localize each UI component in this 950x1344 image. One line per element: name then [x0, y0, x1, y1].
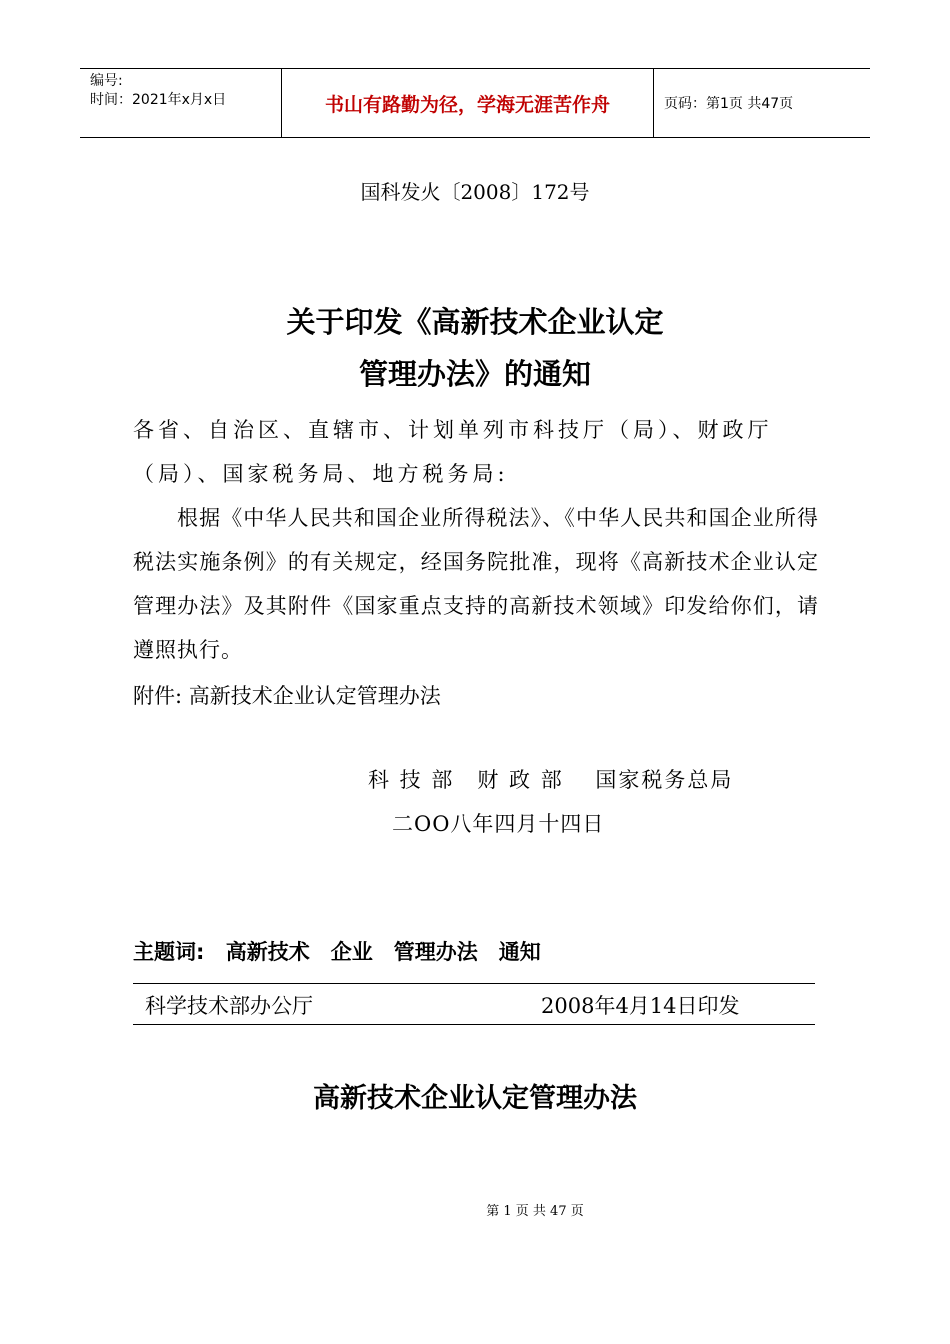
title-line-1: 关于印发《高新技术企业认定: [286, 305, 664, 339]
attachment-line: 附件: 高新技术企业认定管理办法: [133, 684, 441, 708]
header-table: [80, 68, 870, 138]
issuer-date: 2008年4月14日印发: [541, 994, 740, 1018]
section-title: 高新技术企业认定管理办法: [313, 1083, 637, 1114]
header-meta: [80, 69, 281, 137]
addressee: 各省、自治区、直辖市、计划单列市科技厅（局）、财政厅（局）、国家税务局、地方税务局:: [133, 418, 773, 486]
issuer-bar: [133, 983, 815, 1025]
keywords: 主题词: 高新技术 企业 管理办法 通知: [133, 940, 541, 964]
header-number-label: 编号:: [90, 73, 123, 89]
issuer-office: 科学技术部办公厅: [145, 994, 313, 1018]
title-line-2: 管理办法》的通知: [358, 357, 591, 391]
body-paragraph: 根据《中华人民共和国企业所得税法》、《中华人民共和国企业所得税法实施条例》的有关规定，经国务院批准，现将《高新技术企业认定管理办法》及其附件《国家重点支持的高新技术领域》印发给你们，请遵照执行。: [133, 506, 819, 662]
page-footer: 第 1 页 共 47 页: [486, 1204, 584, 1219]
document-number: 国科发火〔2008〕172号: [360, 180, 590, 204]
header-page-info: 页码：第1页 共47页: [664, 96, 794, 112]
signers: 科 技 部 财 政 部 国家税务总局: [368, 768, 734, 792]
header-time-label: 时间：2021年x月x日: [90, 92, 227, 108]
header-motto: 书山有路勤为径，学海无涯苦作舟: [281, 69, 654, 137]
issue-date: 二OO八年四月十四日: [392, 812, 605, 836]
